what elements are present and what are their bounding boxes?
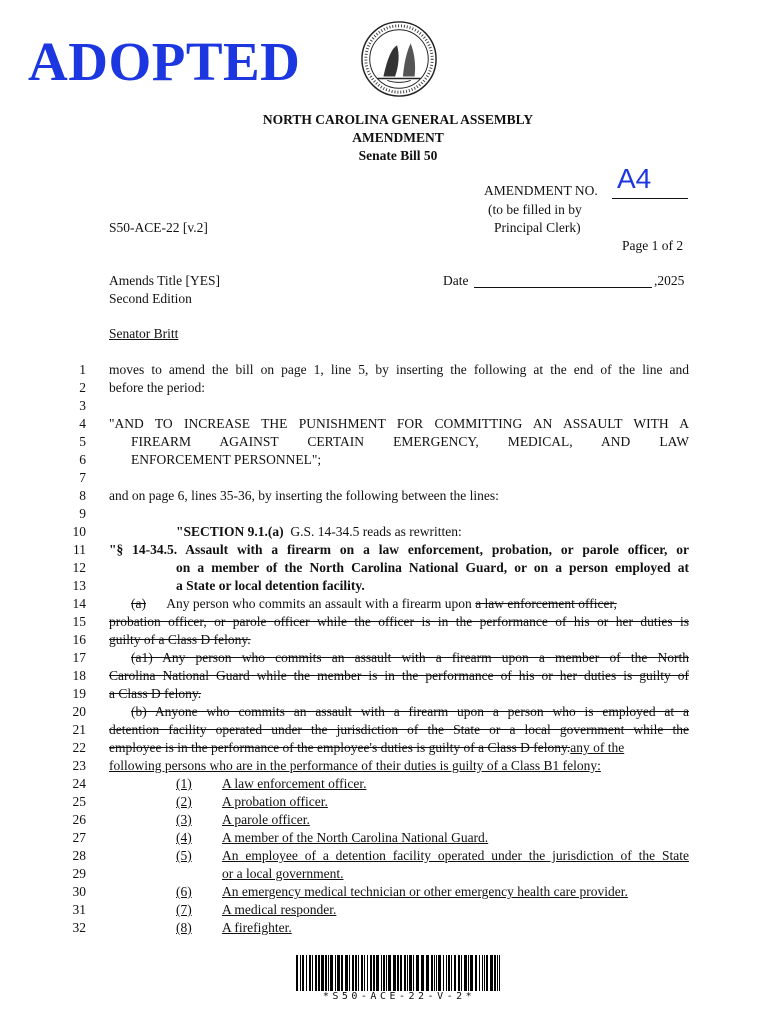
barcode-bar — [409, 955, 412, 991]
barcode-bar — [490, 955, 493, 991]
struck-text: a law enforcement officer, — [475, 596, 617, 611]
line-number: 32 — [72, 920, 86, 935]
list-item-number: (5) — [176, 848, 192, 863]
document-type: AMENDMENT — [352, 130, 444, 145]
line-number: 22 — [72, 740, 86, 755]
inserted-line: following persons who are in the performance of their duties is guilty of a Class B1 felony: — [109, 758, 601, 773]
body-line: and on page 6, lines 35-36, by inserting the following between the lines: — [109, 488, 499, 503]
struck-line: detention facility operated under the jurisdiction of the State or a local government while the — [109, 722, 689, 737]
barcode-bar — [337, 955, 340, 991]
barcode-bar — [451, 955, 452, 991]
line-number: 15 — [72, 614, 86, 629]
body-text: Any person who commits an assault with a firearm upon — [166, 596, 472, 611]
section-intro: G.S. 14-34.5 reads as rewritten: — [290, 524, 462, 539]
line-number: 10 — [72, 524, 86, 539]
barcode-bar — [416, 955, 419, 991]
list-item-number: (4) — [176, 830, 192, 845]
struck-line: a Class D felony. — [109, 686, 202, 701]
barcode-bar — [475, 955, 477, 991]
barcode-bar — [446, 955, 447, 991]
state-seal-icon — [360, 20, 438, 98]
date-blank — [474, 287, 652, 288]
barcode-bar — [381, 955, 382, 991]
body-line: ENFORCEMENT PERSONNEL"; — [131, 452, 322, 467]
struck-text: employee is in the performance of the employee's duties is guilty of a Class D felony. — [109, 740, 571, 755]
list-item-text: A law enforcement officer. — [222, 776, 367, 791]
barcode-bar — [470, 955, 473, 991]
amendment-note-line1: (to be filled in by — [488, 202, 582, 217]
line-number: 30 — [72, 884, 86, 899]
adopted-stamp: ADOPTED — [28, 31, 301, 92]
line-number: 9 — [79, 506, 86, 521]
list-item-number: (8) — [176, 920, 192, 935]
struck-line: probation officer, or parole officer while the officer is in the performance of his or her duties is — [109, 614, 689, 629]
barcode-bar — [309, 955, 311, 991]
barcode-bar — [302, 955, 304, 991]
line-number: 20 — [72, 704, 86, 719]
barcode-bar — [404, 955, 406, 991]
line-number: 14 — [72, 596, 86, 611]
body-line — [109, 740, 624, 756]
barcode-bar — [484, 955, 485, 991]
amendment-identifier: S50-ACE-22 [v.2] — [109, 220, 208, 235]
barcode-bar — [464, 955, 467, 991]
date-label: Date — [443, 273, 469, 288]
barcode-bar — [434, 955, 435, 991]
amendment-no-label: AMENDMENT NO. — [484, 183, 598, 198]
barcode-bar — [345, 955, 348, 991]
barcode-bar — [370, 955, 372, 991]
body-line: before the period: — [109, 380, 205, 395]
barcode-bar — [315, 955, 317, 991]
line-number: 27 — [72, 830, 86, 845]
line-number: 26 — [72, 812, 86, 827]
barcode-bar — [438, 955, 441, 991]
barcode-bar — [341, 955, 343, 991]
barcode-bar — [312, 955, 313, 991]
barcode-bar — [383, 955, 385, 991]
barcode-bar — [497, 955, 498, 991]
list-item-text: A medical responder. — [222, 902, 337, 917]
barcode-bar — [349, 955, 350, 991]
line-number: 1 — [79, 362, 86, 377]
barcode-text: *S50-ACE-22-V-2* — [322, 991, 476, 1002]
struck-line: Carolina National Guard while the member is in the performance of his or her duties is guilty of — [109, 668, 689, 683]
assembly-title: NORTH CAROLINA GENERAL ASSEMBLY — [262, 112, 534, 127]
page-indicator: Page 1 of 2 — [622, 238, 684, 253]
barcode-bar — [388, 955, 391, 991]
line-number: 5 — [79, 434, 86, 449]
barcode-bar — [494, 955, 496, 991]
line-number: 13 — [72, 578, 86, 593]
barcode-bar — [330, 955, 333, 991]
barcode-bar — [468, 955, 469, 991]
barcode — [296, 955, 502, 991]
barcode-bar — [482, 955, 483, 991]
line-number: 18 — [72, 668, 86, 683]
body-line: moves to amend the bill on page 1, line 5, by inserting the following at the end of the line and — [109, 362, 689, 377]
barcode-bar — [426, 955, 429, 991]
barcode-bar — [296, 955, 298, 991]
barcode-bar — [361, 955, 363, 991]
barcode-bar — [300, 955, 301, 991]
amends-title: Amends Title [YES] — [109, 273, 221, 288]
line-number: 11 — [73, 542, 86, 557]
barcode-bar — [436, 955, 437, 991]
section-heading — [176, 524, 462, 540]
line-number: 19 — [72, 686, 86, 701]
body-line: FIREARM AGAINST CERTAIN EMERGENCY, MEDICAL, AND LAW — [131, 434, 689, 449]
line-number: 7 — [79, 470, 86, 485]
senator-name: Senator Britt — [109, 326, 179, 341]
barcode-bar — [461, 955, 462, 991]
statute-title: "§ 14-34.5. Assault with a firearm on a law enforcement, probation, or parole officer, or — [109, 542, 689, 557]
barcode-bar — [431, 955, 433, 991]
barcode-bar — [352, 955, 354, 991]
edition: Second Edition — [109, 291, 192, 306]
barcode-bar — [325, 955, 327, 991]
body-line — [131, 596, 617, 612]
barcode-bar — [479, 955, 480, 991]
list-item-number: (2) — [176, 794, 192, 809]
line-number: 4 — [79, 416, 86, 431]
barcode-bar — [486, 955, 488, 991]
inserted-line: or a local government. — [222, 866, 344, 881]
line-number: 21 — [72, 722, 86, 737]
list-item-text: A firefighter. — [222, 920, 292, 935]
barcode-bar — [400, 955, 402, 991]
struck-line: (b) Anyone who commits an assault with a firearm upon a person who is employed at a — [131, 704, 689, 719]
line-number: 31 — [72, 902, 86, 917]
struck-line: guilty of a Class D felony. — [109, 632, 251, 647]
barcode-bar — [454, 955, 456, 991]
line-number: 23 — [72, 758, 86, 773]
inserted-text: any of the — [570, 740, 625, 755]
barcode-bar — [335, 955, 336, 991]
line-number: 3 — [79, 398, 86, 413]
subsection-mark: (a) — [131, 596, 146, 611]
barcode-bar — [364, 955, 365, 991]
barcode-bar — [367, 955, 368, 991]
body-line: "AND TO INCREASE THE PUNISHMENT FOR COMMITTING AN ASSAULT WITH A — [109, 416, 689, 431]
bill-name: Senate Bill 50 — [358, 148, 438, 163]
barcode-bar — [321, 955, 324, 991]
amendment-note-line2: Principal Clerk) — [494, 220, 581, 235]
barcode-bar — [376, 955, 379, 991]
statute-title: on a member of the North Carolina National Guard, or on a person employed at — [176, 560, 689, 575]
barcode-bar — [318, 955, 320, 991]
list-item-text: A member of the North Carolina National Guard. — [222, 830, 489, 845]
barcode-bar — [407, 955, 408, 991]
line-number: 12 — [72, 560, 86, 575]
list-item-text: A probation officer. — [222, 794, 328, 809]
amendment-no-value: A4 — [617, 163, 652, 194]
section-number: "SECTION 9.1.(a) — [176, 524, 284, 539]
barcode-bar — [355, 955, 357, 991]
line-number: 6 — [79, 452, 86, 467]
line-number: 2 — [79, 380, 86, 395]
barcode-bar — [358, 955, 359, 991]
list-item-number: (1) — [176, 776, 192, 791]
list-item-text: An employee of a detention facility operated under the jurisdiction of the State — [222, 848, 689, 863]
barcode-bar — [413, 955, 414, 991]
barcode-bar — [448, 955, 450, 991]
barcode-bar — [328, 955, 329, 991]
line-number: 8 — [79, 488, 86, 503]
line-number: 29 — [72, 866, 86, 881]
list-item-text: A parole officer. — [222, 812, 310, 827]
barcode-bar — [393, 955, 396, 991]
line-number: 17 — [72, 650, 86, 665]
line-number: 16 — [72, 632, 86, 647]
barcode-bar — [373, 955, 375, 991]
barcode-bar — [443, 955, 444, 991]
barcode-bar — [458, 955, 460, 991]
barcode-bar — [397, 955, 399, 991]
statute-title: a State or local detention facility. — [176, 578, 365, 593]
line-number: 25 — [72, 794, 86, 809]
list-item-text: An emergency medical technician or other emergency health care provider. — [222, 884, 628, 899]
barcode-bar — [421, 955, 424, 991]
amendment-no-underline — [612, 198, 688, 199]
list-item-number: (7) — [176, 902, 192, 917]
list-item-number: (6) — [176, 884, 192, 899]
struck-line: (a1) Any person who commits an assault with a firearm upon a member of the North — [131, 650, 689, 665]
barcode-bar — [386, 955, 387, 991]
date-year: ,2025 — [654, 273, 685, 288]
list-item-number: (3) — [176, 812, 192, 827]
line-number: 28 — [72, 848, 86, 863]
line-number: 24 — [72, 776, 86, 791]
barcode-bar — [306, 955, 307, 991]
barcode-bar — [499, 955, 500, 991]
